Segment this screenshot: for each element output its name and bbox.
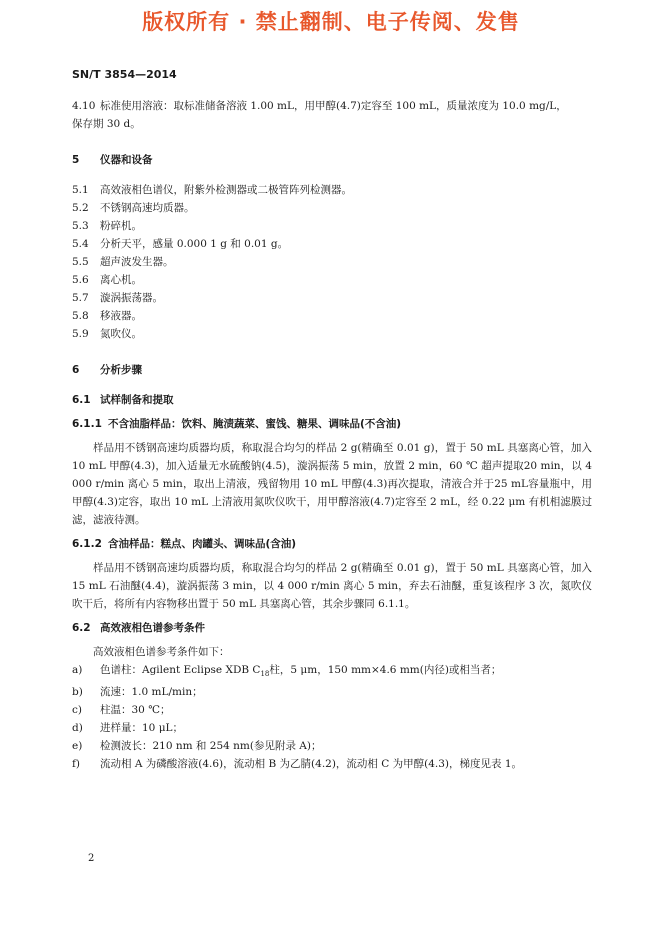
section-title: 含油样品：糕点、肉罐头、调味品(含油) bbox=[108, 538, 297, 550]
list-item bbox=[72, 217, 592, 235]
item-letter: d) bbox=[72, 722, 83, 735]
item-text: 流动相 A 为磷酸溶液(4.6)，流动相 B 为乙腈(4.2)，流动相 C 为甲醇(4.3)，梯度见表 1。 bbox=[100, 758, 523, 771]
hplc-conditions-list bbox=[72, 661, 592, 773]
item-number: 5.5 bbox=[72, 256, 89, 268]
section-6-heading bbox=[72, 361, 592, 379]
item-letter: f) bbox=[72, 758, 80, 771]
item-text: 高效液相色谱仪，附紫外检测器或二极管阵列检测器。 bbox=[100, 184, 352, 196]
item-number: 5.3 bbox=[72, 220, 89, 232]
item-text: 色谱柱：Agilent Eclipse XDB C bbox=[100, 664, 261, 676]
section-title: 高效液相色谱参考条件 bbox=[100, 622, 205, 634]
item-number: 5.2 bbox=[72, 202, 89, 214]
section-6-1-1-heading bbox=[72, 415, 592, 433]
list-item bbox=[72, 289, 592, 307]
item-text: 检测波长：210 nm 和 254 nm(参见附录 A)； bbox=[100, 740, 322, 753]
item-text: 不锈钢高速均质器。 bbox=[100, 202, 195, 214]
clause-number: 4.10 bbox=[72, 100, 96, 112]
item-text: 柱温：30 ℃； bbox=[100, 704, 171, 717]
section-title: 不含油脂样品：饮料、腌渍蔬菜、蜜饯、糖果、调味品(不含油) bbox=[108, 418, 402, 430]
item-number: 5.9 bbox=[72, 328, 89, 340]
item-text-cont: 柱，5 μm，150 mm×4.6 mm(内径)或相当者； bbox=[269, 664, 502, 676]
watermark-banner: 版权所有 · 禁止翻制、电子传阅、发售 bbox=[142, 10, 520, 34]
section-number: 5 bbox=[72, 154, 80, 166]
standard-number: SN/T 3854—2014 bbox=[72, 68, 177, 81]
item-text: 漩涡振荡器。 bbox=[100, 292, 163, 304]
list-item bbox=[72, 199, 592, 217]
section-6-1-2-heading bbox=[72, 535, 592, 553]
paragraph-6-2-intro: 高效液相色谱参考条件如下： bbox=[93, 646, 230, 658]
item-letter: a) bbox=[72, 664, 83, 676]
list-item bbox=[72, 719, 592, 737]
item-letter: b) bbox=[72, 686, 83, 699]
list-item bbox=[72, 661, 592, 683]
item-letter: e) bbox=[72, 740, 83, 753]
list-item bbox=[72, 325, 592, 343]
item-number: 5.8 bbox=[72, 310, 89, 322]
clause-4-10-cont: 保存期 30 d。 bbox=[72, 118, 141, 130]
section-number: 6.1 bbox=[72, 394, 91, 406]
section-number: 6.1.2 bbox=[72, 538, 102, 550]
item-text: 分析天平，感量 0.000 1 g 和 0.01 g。 bbox=[100, 238, 289, 250]
item-letter: c) bbox=[72, 704, 82, 717]
item-number: 5.1 bbox=[72, 184, 89, 196]
item-text: 流速：1.0 mL/min； bbox=[100, 686, 203, 699]
section-number: 6.1.1 bbox=[72, 418, 102, 430]
section-title: 试样制备和提取 bbox=[100, 394, 174, 406]
item-number: 5.6 bbox=[72, 274, 89, 286]
equipment-list bbox=[72, 181, 592, 343]
list-item bbox=[72, 701, 592, 719]
item-number: 5.7 bbox=[72, 292, 89, 304]
item-text: 氮吹仪。 bbox=[100, 328, 142, 340]
section-number: 6.2 bbox=[72, 622, 91, 634]
page-number: 2 bbox=[88, 853, 95, 864]
item-text: 离心机。 bbox=[100, 274, 142, 286]
list-item bbox=[72, 737, 592, 755]
document-body bbox=[72, 97, 592, 773]
clause-4-10 bbox=[72, 97, 592, 115]
section-6-1-heading bbox=[72, 391, 592, 409]
item-text: 超声波发生器。 bbox=[100, 256, 174, 268]
list-item bbox=[72, 253, 592, 271]
item-text: 进样量：10 μL； bbox=[100, 722, 183, 735]
section-number: 6 bbox=[72, 364, 80, 376]
list-item bbox=[72, 683, 592, 701]
item-text: 移液器。 bbox=[100, 310, 142, 322]
section-title: 仪器和设备 bbox=[100, 154, 153, 166]
list-item bbox=[72, 235, 592, 253]
item-subscript: 18 bbox=[260, 670, 270, 679]
list-item bbox=[72, 755, 592, 773]
section-title: 分析步骤 bbox=[100, 364, 142, 376]
item-text: 粉碎机。 bbox=[100, 220, 142, 232]
section-5-heading bbox=[72, 151, 592, 169]
paragraph-6-1-1: 样品用不锈钢高速均质器均质，称取混合均匀的样品 2 g(精确至 0.01 g)，置于 50 mL 具塞离心管，加入 10 mL 甲醇(4.3)，加入适量无水硫酸钠(4.5)，漩涡振荡 5 min，放置 2 min，60 ℃ 超声提取20 min，以 4 000 r/min 离心 5 min，取出上清液，残留物用 10 mL 甲醇(4.3)再次提取，清液合并于25 mL容量瓶中，用甲醇(4.3)定容，取出 10 mL 上清液用氮吹仪吹干，用甲醇溶液(4.7)定容至 2 mL，经 0.22 μm 有机相滤膜过滤，滤液待测。 bbox=[72, 442, 592, 526]
item-number: 5.4 bbox=[72, 238, 89, 250]
list-item bbox=[72, 271, 592, 289]
clause-text: 标准使用溶液：取标准储备溶液 1.00 mL，用甲醇(4.7)定容至 100 mL，质量浓度为 10.0 mg/L， bbox=[100, 100, 567, 112]
section-6-2-heading bbox=[72, 619, 592, 637]
list-item bbox=[72, 181, 592, 199]
list-item bbox=[72, 307, 592, 325]
paragraph-6-1-2: 样品用不锈钢高速均质器均质，称取混合均匀的样品 2 g(精确至 0.01 g)，置于 50 mL 具塞离心管，加入 15 mL 石油醚(4.4)，漩涡振荡 3 min，以 4 000 r/min 离心 5 min，弃去石油醚，重复该程序 3 次，氮吹仪吹干后，将所有内容物移出置于 50 mL 具塞离心管，其余步骤同 6.1.1。 bbox=[72, 562, 592, 610]
